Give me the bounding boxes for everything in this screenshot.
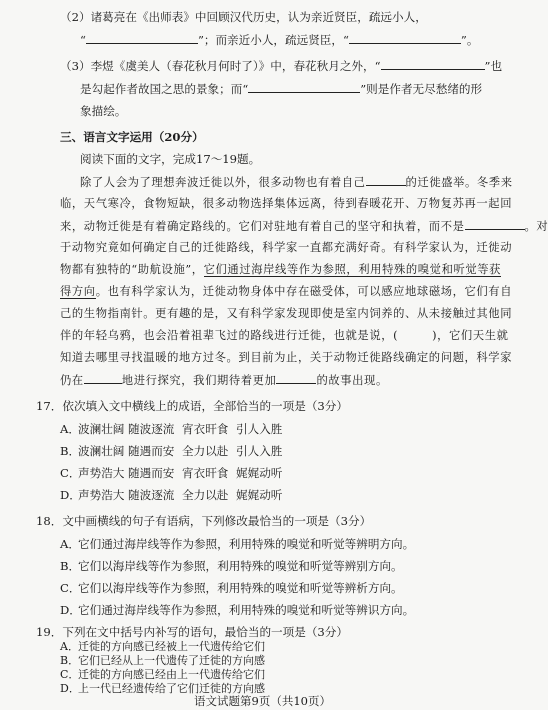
fill-blank[interactable] — [381, 57, 485, 70]
fill-blank[interactable] — [465, 217, 525, 230]
q3-text-c: 是勾起作者故国之思的景象；而“ — [80, 82, 249, 96]
q17-option-a[interactable] — [60, 420, 290, 438]
page-number-text: 语文试题第9页（共10页） — [194, 694, 331, 708]
q18-option-d[interactable] — [60, 601, 414, 619]
option-letter: D． — [60, 603, 81, 617]
passage-line — [60, 195, 512, 213]
underlined-sentence: 得方向 — [60, 285, 96, 298]
q19-stem — [36, 623, 348, 641]
q18-stem-text: 18．文中画横线的句子有语病，下列修改最恰当的一项是（3分） — [36, 514, 372, 528]
fill-blank[interactable] — [276, 371, 316, 384]
option-word: 娓娓动听 — [236, 488, 283, 502]
passage-line — [60, 261, 501, 279]
q18-option-b[interactable] — [60, 557, 403, 575]
section-heading-text: 三、语言文字运用（20分） — [60, 130, 204, 144]
option-letter: B． — [60, 559, 81, 573]
q2-line1 — [60, 8, 427, 26]
passage-text: 临，天气寒冷，食物短缺，很多动物选择集体远离，待到春暖花开、万物复苏再一起回 — [60, 197, 513, 210]
option-word: 波澜壮阔 — [78, 422, 125, 436]
page-footer — [194, 694, 331, 708]
passage-line — [60, 283, 512, 301]
section-intro — [80, 150, 260, 168]
option-word: 波澜壮阔 — [78, 444, 125, 458]
underlined-sentence: 它们通过海岸线等作为参照，利用特殊的嗅觉和听觉等获 — [203, 263, 502, 276]
q2-text-b: ”；而亲近小人，疏远贤臣，“ — [197, 33, 349, 47]
option-text: 它们以海岸线等作为参照，利用特殊的嗅觉和听觉等辨别方向。 — [78, 559, 403, 573]
option-word: 宵衣旰食 — [182, 466, 229, 480]
option-letter: A． — [60, 422, 80, 436]
passage-line — [60, 239, 512, 257]
q18-option-c[interactable] — [60, 579, 403, 597]
passage-text: 。对 — [524, 220, 548, 233]
fill-blank[interactable] — [248, 80, 360, 93]
q2-text-c: ”。 — [460, 33, 479, 47]
fill-blank[interactable] — [349, 31, 461, 44]
option-word: 随波逐流 — [128, 488, 175, 502]
passage-text: 知道去哪里寻找温暖的地方过冬。到目前为止，关于动物迁徙路线确定的问题，科学家 — [60, 351, 513, 364]
option-letter: D． — [60, 682, 80, 695]
option-word: 宵衣旰食 — [182, 422, 229, 436]
passage-text: 物都有独特的“助航设施”， — [60, 263, 204, 276]
q3-text-e: 象描绘。 — [80, 104, 127, 118]
passage-text: 来，动物迁徙是有着确定路线的。它们对驻地有着自己的坚守和执着，而不是 — [60, 220, 465, 233]
q2-line2 — [80, 31, 478, 49]
option-letter: C． — [60, 668, 80, 681]
q19-stem-text: 19．下列在文中括号内补写的语句，最恰当的一项是（3分） — [36, 625, 348, 639]
fill-blank[interactable] — [86, 31, 198, 44]
option-letter: D． — [60, 488, 81, 502]
q3-line2 — [80, 80, 482, 98]
fill-blank[interactable] — [366, 173, 406, 186]
option-text: 它们通过海岸线等作为参照，利用特殊的嗅觉和听觉等辨明方向。 — [78, 537, 415, 551]
option-text: 它们通过海岸线等作为参照，利用特殊的嗅觉和听觉等辨识方向。 — [78, 603, 415, 617]
option-text: 迁徙的方向感已经被上一代遗传给它们 — [78, 640, 265, 653]
passage-line — [60, 327, 509, 345]
option-letter: C． — [60, 466, 81, 480]
passage-line — [80, 173, 513, 192]
q19-option-a[interactable] — [60, 640, 265, 654]
option-word: 全力以赴 — [182, 444, 229, 458]
option-text: 它们以海岸线等作为参照，利用特殊的嗅觉和听觉等辨析方向。 — [78, 581, 403, 595]
passage-text: 于动物究竟如何确定自己的迁徙路线，科学家一直都充满好奇。有科学家认为，迁徙动 — [60, 241, 513, 254]
q3-text-b: ”也 — [484, 59, 503, 73]
fill-blank[interactable] — [84, 371, 122, 384]
option-letter: A． — [60, 640, 79, 653]
q18-stem — [36, 512, 371, 530]
passage-text: 的迁徙盛举。冬季来 — [405, 176, 513, 189]
q2-text-a: （2）诸葛亮在《出师表》中回顾汉代历史，认为亲近贤臣，疏远小人， — [60, 10, 427, 24]
q19-option-b[interactable] — [60, 654, 265, 668]
q18-option-a[interactable] — [60, 535, 414, 553]
q17-option-b[interactable] — [60, 442, 290, 460]
passage-line — [60, 371, 388, 390]
open-quote: “ — [80, 33, 86, 47]
section-intro-text: 阅读下面的文字，完成17～19题。 — [80, 152, 261, 166]
passage-text: )，它们天生就 — [432, 329, 509, 342]
q3-text-a: （3）李煜《虞美人（春花秋月何时了）》中，春花秋月之外，“ — [60, 59, 381, 73]
passage-line — [60, 305, 512, 323]
q3-line3 — [80, 102, 126, 120]
passage-text: 。也有科学家认为，迁徙动物身体中存在磁受体，可以感应地球磁场，它们有自 — [95, 285, 513, 298]
passage-text: 伴的年轻乌鸦，也会沿着祖辈飞过的路线进行迁徙，也就是说，( — [60, 329, 399, 342]
option-text: 它们已经从上一代遗传了迁徙的方向感 — [78, 654, 265, 667]
option-word: 随遇而安 — [128, 466, 175, 480]
q17-option-c[interactable] — [60, 464, 290, 482]
passage-text: 的故事出现。 — [316, 374, 388, 387]
option-text: 迁徙的方向感已经由上一代遗传给它们 — [78, 668, 265, 681]
option-word: 声势浩大 — [78, 466, 125, 480]
option-letter: B． — [60, 444, 81, 458]
option-letter: B． — [60, 654, 80, 667]
passage-line — [60, 349, 512, 367]
passage-text: 地进行探究，我们期待着更加 — [121, 374, 277, 387]
passage-line — [60, 217, 548, 236]
option-letter: C． — [60, 581, 81, 595]
q17-option-d[interactable] — [60, 486, 290, 504]
option-word: 随波逐流 — [128, 422, 175, 436]
q17-stem — [36, 397, 348, 415]
section-heading — [60, 128, 204, 146]
option-word: 声势浩大 — [78, 488, 125, 502]
option-letter: A． — [60, 537, 80, 551]
option-word: 全力以赴 — [182, 488, 229, 502]
option-text: 上一代已经遗传给了它们迁徙的方向感 — [78, 682, 265, 695]
q17-stem-text: 17．依次填入文中横线上的成语，全部恰当的一项是（3分） — [36, 399, 348, 413]
q19-option-c[interactable] — [60, 668, 265, 682]
passage-text: 除了人会为了理想奔波迁徙以外，很多动物也有着自己 — [80, 176, 366, 189]
q3-line1 — [60, 57, 502, 75]
option-word: 引人入胜 — [236, 444, 283, 458]
option-word: 随遇而安 — [128, 444, 175, 458]
option-word: 引人入胜 — [236, 422, 283, 436]
option-word: 娓娓动听 — [236, 466, 283, 480]
passage-text: 仍在 — [60, 374, 84, 387]
q3-text-d: ”则是作者无尽愁绪的形 — [360, 82, 483, 96]
passage-text: 己的生物指南针。更有趣的是，又有科学家发现即使是室内饲养的、从未接触过其他同 — [60, 307, 513, 320]
